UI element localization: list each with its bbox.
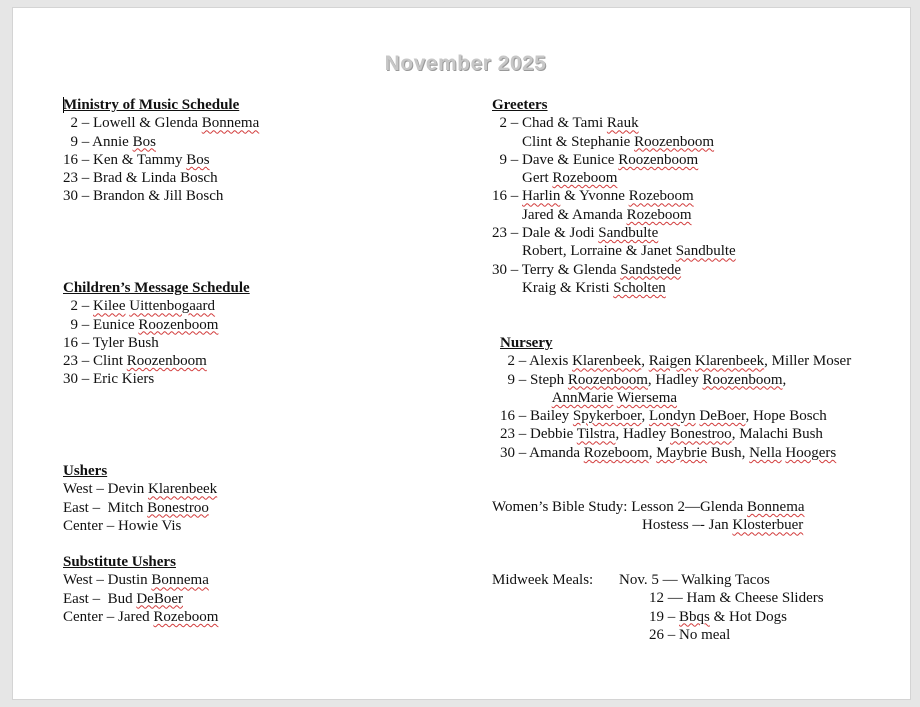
text-run: , Hope Bosch xyxy=(745,408,827,425)
ministry-of-music-heading: Ministry of Music Schedule xyxy=(63,97,240,113)
meal-line: 12 — Ham & Cheese Sliders xyxy=(649,590,824,607)
spellcheck-flagged-word: Bonestroo xyxy=(147,499,209,516)
spellcheck-flagged-word: Rozeboom xyxy=(583,444,649,461)
text-run: 19 – xyxy=(649,608,679,625)
text-run: West – Devin xyxy=(63,481,149,498)
ushers-section xyxy=(63,462,217,535)
bible-study-line xyxy=(492,498,805,516)
spellcheck-flagged-word: Rozeboom xyxy=(626,206,692,223)
schedule-line xyxy=(63,316,250,334)
text-run: West – Dustin xyxy=(63,572,152,589)
text-run: & Yvonne xyxy=(560,188,629,205)
text-run: 30 – Terry & Glenda xyxy=(492,261,621,278)
text-run: 9 – Steph xyxy=(500,371,568,388)
nursery-line xyxy=(500,444,851,462)
text-run: Center – Jared xyxy=(63,608,154,625)
text-run: 16 – Ken & Tammy xyxy=(63,151,187,168)
schedule-line xyxy=(63,133,259,151)
nursery-line xyxy=(500,425,851,443)
spellcheck-flagged-word: Rozeboom xyxy=(552,170,618,187)
text-run: East – Bud xyxy=(63,590,137,607)
childrens-message-heading: Children’s Message Schedule xyxy=(63,280,250,296)
spellcheck-flagged-word: Roozenboom xyxy=(126,353,207,370)
text-run: 23 – Debbie xyxy=(500,426,577,443)
schedule-line: 16 – Tyler Bush xyxy=(63,334,159,351)
spellcheck-flagged-word: Bonnema xyxy=(747,499,805,515)
text-run: Bush, xyxy=(707,444,750,461)
text-run: 9 – Annie xyxy=(63,133,133,150)
spellcheck-flagged-word: Sandstede xyxy=(620,261,682,278)
text-run: , xyxy=(782,371,787,388)
schedule-line: 30 – Brandon & Jill Bosch xyxy=(63,188,224,205)
spellcheck-flagged-word: Harlin xyxy=(522,188,561,205)
greeter-line xyxy=(492,187,736,205)
spellcheck-flagged-word: Klarenbeek xyxy=(572,353,642,370)
spellcheck-flagged-word: Roozenboom xyxy=(702,371,783,388)
spellcheck-flagged-word: DeBoer xyxy=(699,408,746,425)
schedule-line: 23 – Brad & Linda Bosch xyxy=(63,170,218,187)
usher-line xyxy=(63,608,218,626)
usher-line: Center – Howie Vis xyxy=(63,517,182,534)
text-run: , Miller Moser xyxy=(764,353,852,370)
greeter-line xyxy=(492,169,736,187)
spellcheck-flagged-word: Rozeboom xyxy=(628,188,694,205)
text-run: 9 – Eunice xyxy=(63,316,139,333)
spellcheck-flagged-word: Sandbulte xyxy=(598,225,659,242)
spellcheck-flagged-word: Kilee xyxy=(93,298,126,315)
spellcheck-flagged-word: Klarenbeek xyxy=(148,481,218,498)
text-run: 2 – Chad & Tami xyxy=(492,115,607,132)
nursery-heading: Nursery xyxy=(500,335,553,351)
text-run: 2 – Alexis xyxy=(500,353,573,370)
meal-line: 26 – No meal xyxy=(649,626,731,643)
nursery-line xyxy=(500,352,851,370)
spellcheck-flagged-word: Nella xyxy=(749,444,782,461)
text-run: , xyxy=(641,353,649,370)
greeter-line xyxy=(492,242,736,260)
text-run: Hostess –- Jan xyxy=(642,517,733,534)
nursery-line xyxy=(500,389,851,407)
greeters-section xyxy=(492,96,736,297)
spellcheck-flagged-word: Bonestroo xyxy=(670,426,732,443)
spellcheck-flagged-word: Klosterbuer xyxy=(732,517,804,534)
text-run: 16 – Bailey xyxy=(500,408,573,425)
text-run: 16 – xyxy=(492,188,522,205)
text-run: 9 – Dave & Eunice xyxy=(492,151,619,168)
greeter-line xyxy=(492,261,736,279)
greeter-line xyxy=(492,151,736,169)
text-run: Robert, Lorraine & Janet xyxy=(492,243,676,260)
text-run: , xyxy=(648,444,657,461)
bible-study-section xyxy=(492,498,805,535)
ministry-of-music-section xyxy=(63,96,259,206)
spellcheck-flagged-word: Roozenboom xyxy=(138,316,219,333)
spellcheck-flagged-word: Bbqs xyxy=(679,608,710,625)
text-run: 2 – xyxy=(63,298,93,315)
spellcheck-flagged-word: Rozeboom xyxy=(153,608,219,625)
text-run: Clint & Stephanie xyxy=(492,133,635,150)
text-run: Jared & Amanda xyxy=(492,206,627,223)
spellcheck-flagged-word: Wiersema xyxy=(616,389,678,406)
text-run: , Hadley xyxy=(615,426,671,443)
spellcheck-flagged-word: Roozenboom xyxy=(567,371,648,388)
text-run: East – Mitch xyxy=(63,499,148,516)
childrens-message-section xyxy=(63,279,250,389)
greeter-line xyxy=(492,279,736,297)
usher-line xyxy=(63,480,217,498)
text-run: & Hot Dogs xyxy=(709,608,787,625)
greeter-line xyxy=(492,114,736,132)
text-run: 2 – Lowell & Glenda xyxy=(63,115,202,132)
spellcheck-flagged-word: Hoogers xyxy=(785,444,837,461)
text-run xyxy=(500,390,552,406)
schedule-line: 30 – Eric Kiers xyxy=(63,371,155,388)
substitute-ushers-section xyxy=(63,553,218,626)
spellcheck-flagged-word: Roozenboom xyxy=(618,151,699,168)
nursery-section xyxy=(500,334,851,462)
greeter-line xyxy=(492,133,736,151)
spellcheck-flagged-word: Bonnema xyxy=(201,115,260,132)
spellcheck-flagged-word: Raigen xyxy=(648,353,692,370)
meal-line: Nov. 5 — Walking Tacos xyxy=(619,572,770,588)
schedule-line xyxy=(63,114,259,132)
spellcheck-flagged-word: Uittenbogaard xyxy=(129,298,216,315)
nursery-line xyxy=(500,371,851,389)
usher-line xyxy=(63,590,218,608)
usher-line xyxy=(63,571,218,589)
midweek-meals-section xyxy=(619,571,824,644)
greeter-line xyxy=(492,224,736,242)
text-run: , Hadley xyxy=(647,371,703,388)
spellcheck-flagged-word: Maybrie xyxy=(656,444,708,461)
spellcheck-flagged-word: Spykerboer xyxy=(572,408,642,425)
text-run: , Malachi Bush xyxy=(731,426,823,443)
text-run: 23 – Dale & Jodi xyxy=(492,225,599,242)
usher-line xyxy=(63,499,217,517)
spellcheck-flagged-word: Tilstra xyxy=(576,426,616,443)
text-run: 23 – Clint xyxy=(63,353,127,370)
spellcheck-flagged-word: DeBoer xyxy=(136,590,183,607)
spellcheck-flagged-word: Londyn xyxy=(648,408,696,425)
greeter-line xyxy=(492,206,736,224)
greeters-heading: Greeters xyxy=(492,97,548,113)
bible-study-hostess-line xyxy=(492,516,805,534)
ushers-heading: Ushers xyxy=(63,463,108,479)
spellcheck-flagged-word: Bos xyxy=(186,151,210,168)
midweek-meals-label: Midweek Meals: xyxy=(492,572,594,588)
text-run: Women’s Bible Study: Lesson 2—Glenda xyxy=(492,499,748,515)
schedule-line xyxy=(63,352,250,370)
spellcheck-flagged-word: Scholten xyxy=(613,279,666,296)
text-run: , xyxy=(641,408,649,425)
text-run: 30 – Amanda xyxy=(500,444,584,461)
substitute-ushers-heading: Substitute Ushers xyxy=(63,554,176,570)
spellcheck-flagged-word: Klarenbeek xyxy=(694,353,765,370)
spellcheck-flagged-word: Roozenboom xyxy=(634,133,715,150)
spellcheck-flagged-word: AnnMarie xyxy=(551,389,614,406)
nursery-line xyxy=(500,407,851,425)
text-run: Kraig & Kristi xyxy=(492,279,614,296)
schedule-line xyxy=(63,297,250,315)
schedule-line xyxy=(63,151,259,169)
text-run: Gert xyxy=(492,170,553,187)
spellcheck-flagged-word: Sandbulte xyxy=(675,243,736,260)
meal-line xyxy=(619,608,824,626)
spellcheck-flagged-word: Bonnema xyxy=(151,572,209,589)
spellcheck-flagged-word: Bos xyxy=(132,133,156,150)
document-title: November 2025 xyxy=(384,52,547,75)
spellcheck-flagged-word: Rauk xyxy=(606,115,639,132)
